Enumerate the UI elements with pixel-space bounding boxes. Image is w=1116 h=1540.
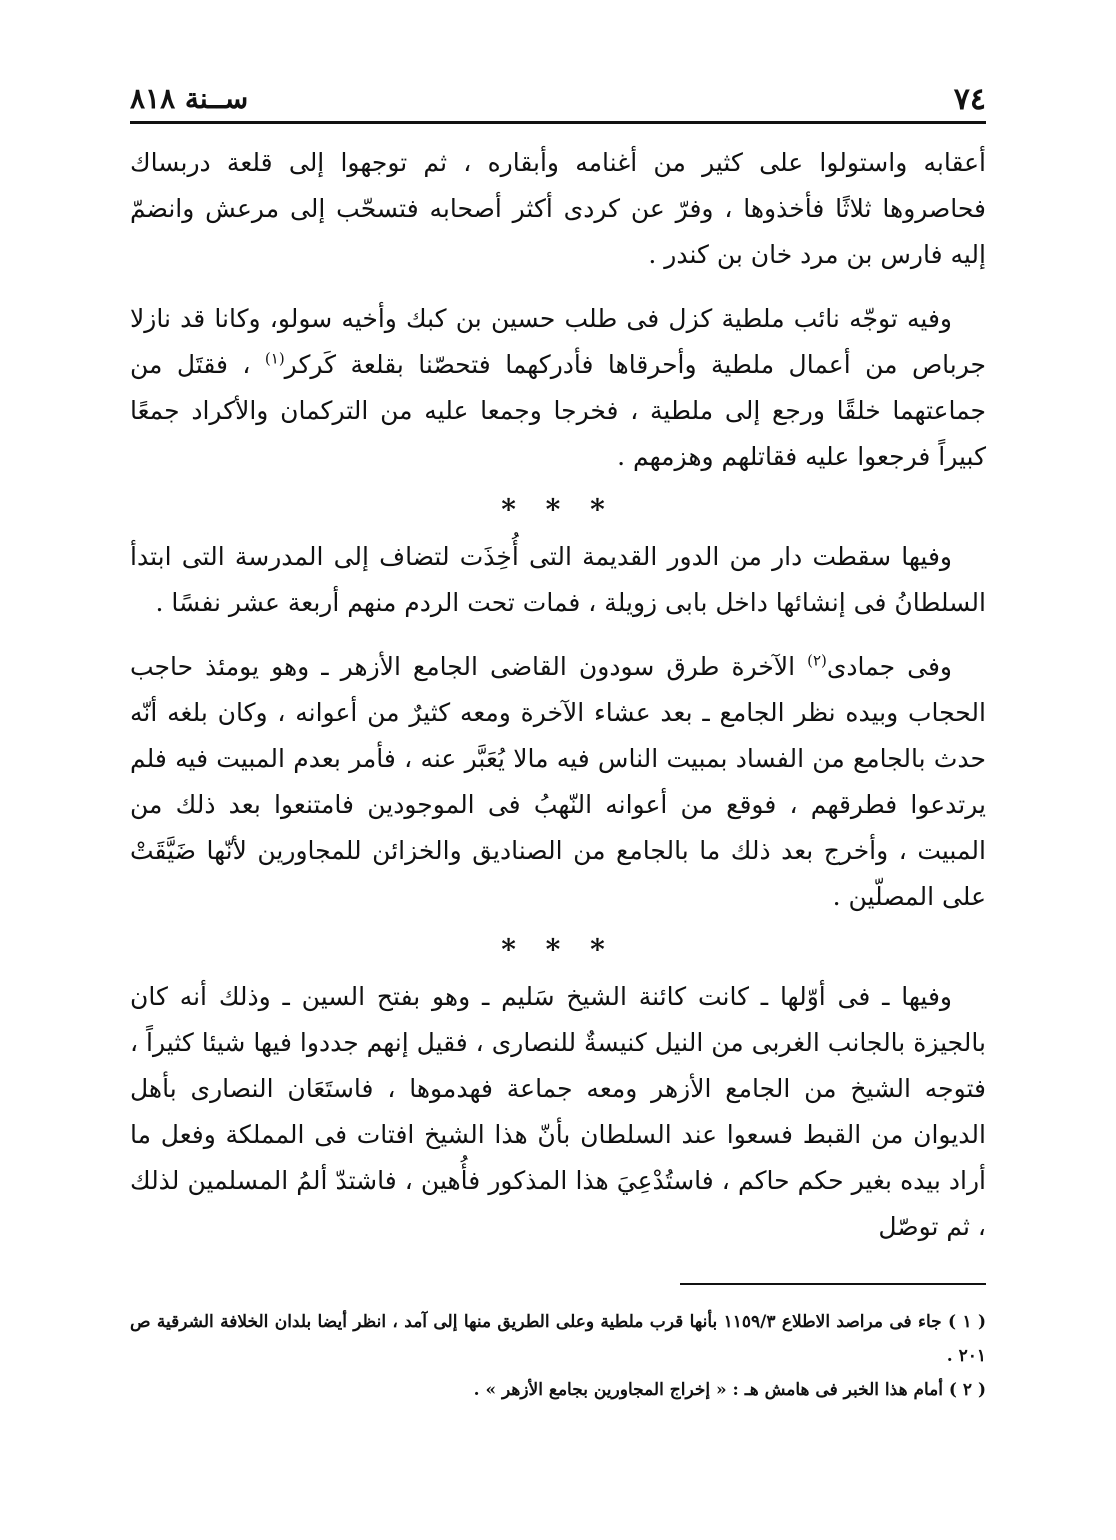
section-separator: * * * <box>501 933 615 966</box>
paragraph-text: أعقابه واستولوا على كثير من أغنامه وأبقاره ، ثم توجهوا إلى قلعة دربساك فحاصروها ثلاثًا فأخذوها ، وفرّ عن كردى أكثر أصحابه فتسحّب إلى مرعش وانضمّ إليه فارس بن مرد خان بن كندر . <box>130 148 986 269</box>
page-number: ٧٤ <box>953 82 986 117</box>
header-rule <box>130 121 986 124</box>
section-separator: * * * <box>501 493 615 526</box>
paragraph-text: الآخرة طرق سودون القاضى الجامع الأزهر ـ وهو يومئذ حاجب الحجاب وبيده نظر الجامع ـ بعد عشاء الآخرة ومعه كثيرٌ من أعوانه ، وكان بلغه أنّه حدث بالجامع من الفساد بمبيت الناس فيه مالا يُعَبَّر عنه ، فأمر بعدم المبيت فيه فلم يرتدعوا فطرقهم ، فوقع من أعوانه النّهبُ فى الموجودين فامتنعوا بعد ذلك من المبيت ، وأخرج بعد ذلك ما بالجامع من الصناديق والخزائن للمجاورين لأنّها ضَيَّقَتْ على المصلّين . <box>130 652 987 911</box>
page-header <box>130 76 986 118</box>
footnote-2: ( ٢ ) أمام هذا الخبر فى هامش هـ : « إخراج المجاورين بجامع الأزهر » . <box>473 1380 986 1400</box>
running-head-year: ســنة ٨١٨ <box>130 82 249 115</box>
footnotes <box>130 1305 986 1407</box>
paragraph-text: وفيها ـ فى أوّلها ـ كانت كائنة الشيخ سَليم ـ وهو بفتح السين ـ وذلك أنه كان بالجيزة بالجانب الغربى من النيل كنيسةٌ للنصارى ، فقيل إنهم جددوا فيها شيئا كثيراً ، فتوجه الشيخ من الجامع الأزهر ومعه جماعة فهدموها ، فاستَعَان النصارى بأهل الديوان من القبط فسعوا عند السلطان بأنّ هذا الشيخ افتات فى المملكة وفعل ما أراد بيده بغير حكم حاكم ، فاستُدْعِيَ هذا المذكور فأُهين ، فاشتدّ ألمُ المسلمين لذلك ، ثم توصّل <box>130 982 986 1241</box>
paragraph-text: وفيه توجّه نائب ملطية كزل فى طلب حسين بن كبك وأخيه سولو، وكانا قد نازلا جرباص من أعمال ملطية وأحرقاها فأدركهما فتحصّنا بقلعة كَركر <box>130 304 986 379</box>
page-body <box>130 140 986 1268</box>
paragraph-1 <box>130 140 986 278</box>
footnote-ref-1[interactable]: (١) <box>264 349 285 368</box>
paragraph-2 <box>130 296 986 480</box>
footnote-1: ( ١ ) جاء فى مراصد الاطلاع ١١٥٩/٣ بأنها قرب ملطية وعلى الطريق منها إلى آمد ، انظر أيضا بلدان الخلافة الشرقية ص ٢٠١ . <box>130 1312 986 1366</box>
footnote-ref-2[interactable]: (٢) <box>807 651 827 670</box>
paragraph-5 <box>130 974 986 1250</box>
paragraph-text: وفى جمادى <box>826 652 952 681</box>
paragraph-text: ، فقتَل من جماعتهما خلقًا ورجع إلى ملطية ، فخرجا وجمعا عليه من التركمان والأكراد جمعًا كبيراً فرجعوا عليه فقاتلهم وهزمهم . <box>130 350 986 471</box>
paragraph-4 <box>130 644 986 920</box>
paragraph-3 <box>130 534 986 626</box>
paragraph-text: وفيها سقطت دار من الدور القديمة التى أُخِذَت لتضاف إلى المدرسة التى ابتدأ السلطانُ فى إنشائها داخل بابى زويلة ، فمات تحت الردم منهم أربعة عشر نفسًا . <box>130 542 986 617</box>
footnote-rule <box>680 1283 986 1285</box>
